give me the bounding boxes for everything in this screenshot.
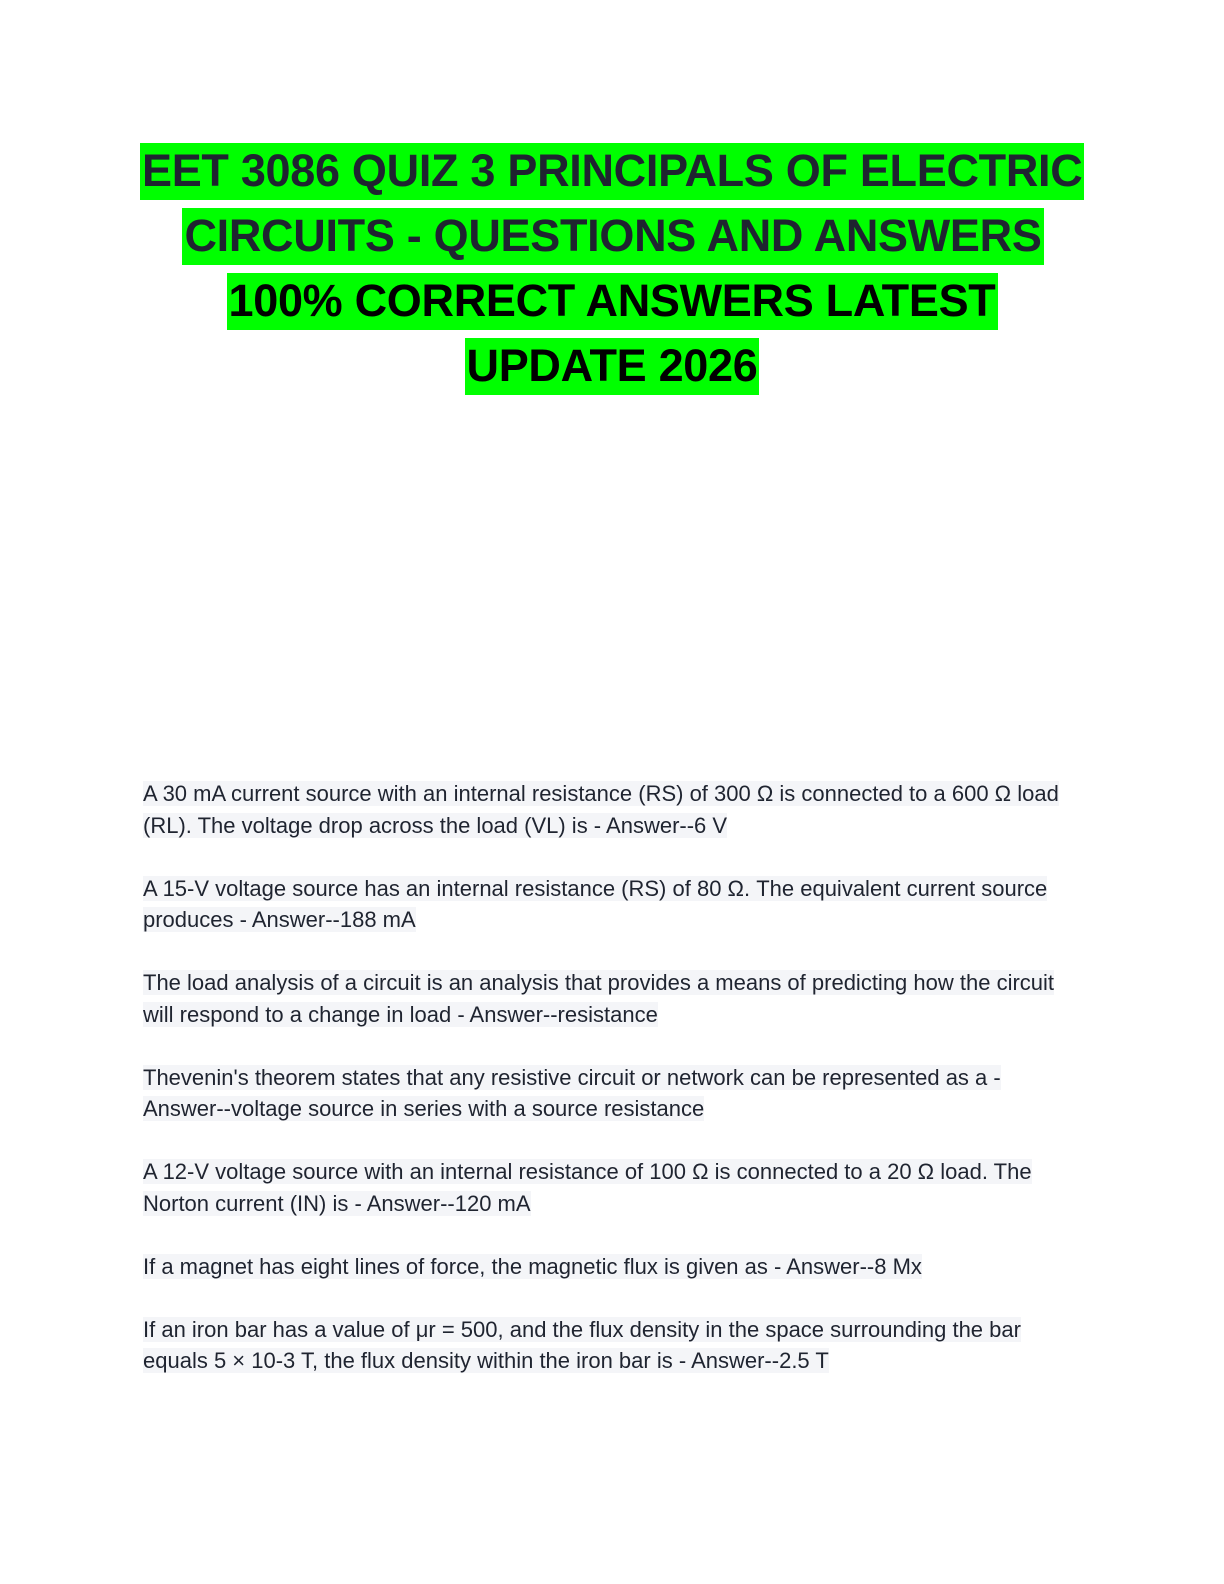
document-title: [140, 138, 1084, 398]
question-text: Thevenin's theorem states that any resistive circuit or network can be represented as a - Answer--voltage source in series with a source resistance: [143, 1064, 1001, 1121]
question-item: [143, 1156, 1083, 1219]
question-item: [143, 1251, 1083, 1283]
question-text: A 30 mA current source with an internal resistance (RS) of 300 Ω is connected to a 600 Ω load (RL). The voltage drop across the load (VL) is - Answer--6 V: [143, 781, 1059, 838]
question-item: [143, 1314, 1083, 1377]
title-main: EET 3086 QUIZ 3 PRINCIPALS OF ELECTRIC CIRCUITS - QUESTIONS AND ANSWERS: [140, 143, 1084, 265]
question-text: If a magnet has eight lines of force, the magnetic flux is given as - Answer--8 Mx: [143, 1253, 922, 1279]
question-text: If an iron bar has a value of μr = 500, and the flux density in the space surrounding the bar equals 5 × 10-3 T, the flux density within the iron bar is - Answer--2.5 T: [143, 1316, 1021, 1373]
question-text: The load analysis of a circuit is an analysis that provides a means of predicting how the circuit will respond to a change in load - Answer--resistance: [143, 970, 1055, 1027]
question-item: [143, 873, 1083, 936]
question-text: A 12-V voltage source with an internal resistance of 100 Ω is connected to a 20 Ω load. The Norton current (IN) is - Answer--120 mA: [143, 1159, 1032, 1216]
question-list: [143, 778, 1083, 1408]
question-item: [143, 1062, 1083, 1125]
question-text: A 15-V voltage source has an internal resistance (RS) of 80 Ω. The equivalent current source produces - Answer--188 mA: [143, 875, 1048, 932]
title-suffix: 100% CORRECT ANSWERS LATEST UPDATE 2026: [227, 273, 998, 395]
question-item: [143, 778, 1083, 841]
question-item: [143, 967, 1083, 1030]
